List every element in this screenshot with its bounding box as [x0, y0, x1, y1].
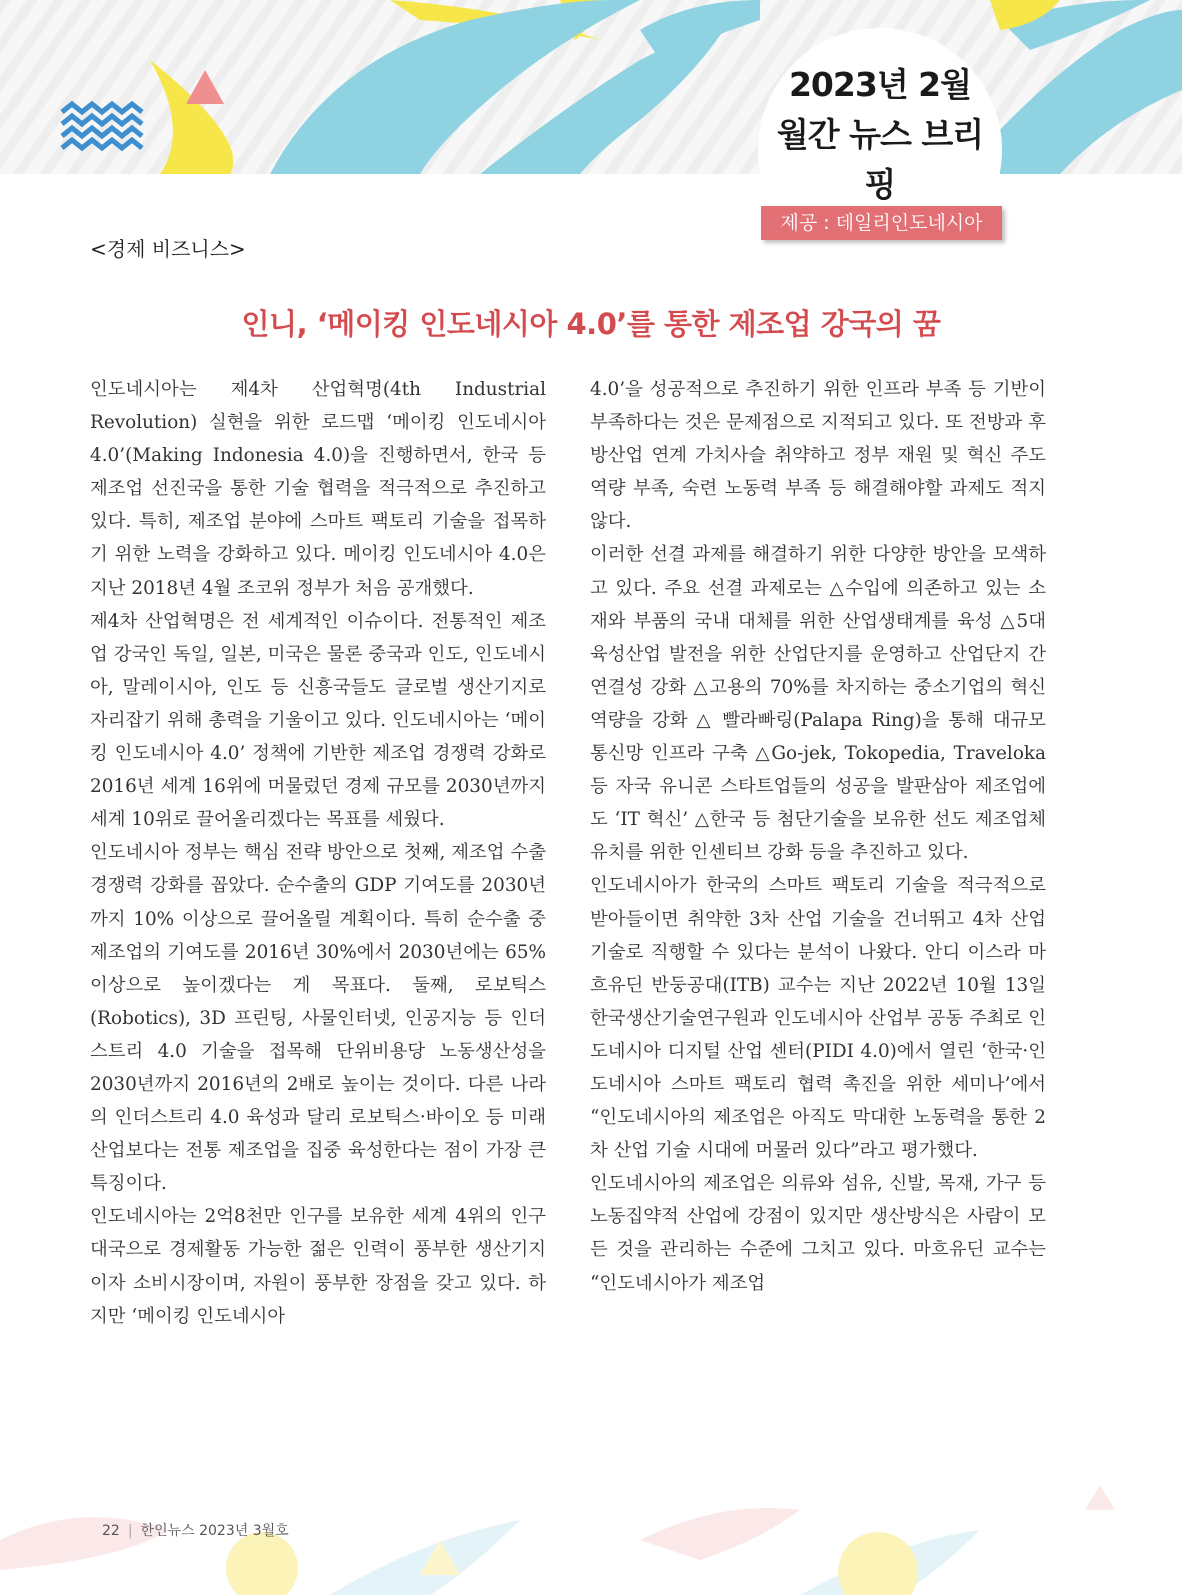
- right-column: [590, 373, 1046, 1300]
- header-decoration: [0, 0, 1182, 174]
- decorative-shapes: [0, 0, 1182, 174]
- footer-separator: |: [127, 1523, 133, 1539]
- publication-name: 한인뉴스 2023년 3월호: [140, 1523, 289, 1539]
- source-tag: 제공 : 데일리인도네시아: [761, 206, 1002, 240]
- paragraph: 4.0’을 성공적으로 추진하기 위한 인프라 부족 등 기반이 부족하다는 것은 문제점으로 지적되고 있다. 또 전방과 후방산업 연계 가치사슬 취약하고 정부 재원 및 혁신 주도 역량 부족, 숙련 노동력 부족 등 해결해야할 과제도 적지 않다.: [590, 379, 1046, 533]
- paragraph: 이러한 선결 과제를 해결하기 위한 다양한 방안을 모색하고 있다. 주요 선결 과제로는 △수입에 의존하고 있는 소재와 부품의 국내 대체를 위한 산업생태계를 육성 △5대 육성산업 발전을 위한 산업단지를 운영하고 산업단지 간 연결성 강화 △고용의 70%를 차지하는 중소기업의 혁신역량을 강화 △ 빨라빠링(Palapa Ring)을 통해 대규모 통신망 인프라 구축 △Go-jek, Tokopedia, Traveloka 등 자국 유니콘 스타트업들의 성공을 발판삼아 제조업에도 ‘IT 혁신’ △한국 등 첨단기술을 보유한 선도 제조업체 유치를 위한 인센티브 강화 등을 추진하고 있다.: [590, 544, 1046, 864]
- page-footer: [102, 1520, 289, 1540]
- article-title: 인니, ‘메이킹 인도네시아 4.0’를 통한 제조업 강국의 꿈: [241, 307, 941, 341]
- badge-subtitle: 월간 뉴스 브리핑: [776, 115, 984, 204]
- left-column: [90, 373, 546, 1333]
- paragraph: 제4차 산업혁명은 전 세계적인 이슈이다. 전통적인 제조업 강국인 독일, 일본, 미국은 물론 중국과 인도, 인도네시아, 말레이시아, 인도 등 신흥국들도 글로벌 생산기지로 자리잡기 위해 총력을 기울이고 있다. 인도네시아는 ‘메이킹 인도네시아 4.0’ 정책에 기반한 제조업 경쟁력 강화로 2016년 세계 16위에 머물렀던 경제 규모를 2030년까지 세계 10위로 끌어올리겠다는 목표를 세웠다.: [90, 610, 546, 831]
- badge-date: 2023년 2월: [788, 65, 972, 104]
- paragraph: 인도네시아 정부는 핵심 전략 방안으로 첫째, 제조업 수출 경쟁력 강화를 꼽았다. 순수출의 GDP 기여도를 2030년까지 10% 이상으로 끌어올릴 계획이다. 특히 순수출 중 제조업의 기여도를 2016년 30%에서 2030년에는 65% 이상으로 높이겠다는 게 목표다. 둘째, 로보틱스(Robotics), 3D 프린팅, 사물인터넷, 인공지능 등 인더스트리 4.0 기술을 접목해 단위비용당 노동생산성을 2030년까지 2016년의 2배로 높이는 것이다. 다른 나라의 인더스트리 4.0 육성과 달리 로보틱스·바이오 등 미래산업보다는 전통 제조업을 집중 육성한다는 점이 가장 큰 특징이다.: [90, 842, 546, 1195]
- section-label: <경제 비즈니스>: [90, 237, 246, 261]
- page-number: 22: [102, 1523, 120, 1539]
- paragraph: 인도네시아의 제조업은 의류와 섬유, 신발, 목재, 가구 등 노동집약적 산업에 강점이 있지만 생산방식은 사람이 모든 것을 관리하는 수준에 그치고 있다. 마흐유딘 교수는 “인도네시아가 제조업: [590, 1173, 1046, 1294]
- paragraph: 인도네시아가 한국의 스마트 팩토리 기술을 적극적으로 받아들이면 취약한 3차 산업 기술을 건너뛰고 4차 산업 기술로 직행할 수 있다는 분석이 나왔다. 안디 이스라 마흐유딘 반둥공대(ITB) 교수는 지난 2022년 10월 13일 한국생산기술연구원과 인도네시아 산업부 공동 주최로 인도네시아 디지털 산업 센터(PIDI 4.0)에서 열린 ‘한국·인도네시아 스마트 팩토리 협력 촉진을 위한 세미나’에서 “인도네시아의 제조업은 아직도 막대한 노동력을 통한 2차 산업 기술 시대에 머물러 있다”라고 평가했다.: [590, 875, 1046, 1162]
- paragraph: 인도네시아는 2억8천만 인구를 보유한 세계 4위의 인구대국으로 경제활동 가능한 젊은 인력이 풍부한 생산기지이자 소비시장이며, 자원이 풍부한 장점을 갖고 있다. 하지만 ‘메이킹 인도네시아: [90, 1206, 546, 1327]
- issue-badge: [762, 60, 998, 210]
- paragraph: 인도네시아는 제4차 산업혁명(4th Industrial Revolution) 실현을 위한 로드맵 ‘메이킹 인도네시아 4.0’(Making Indonesia 4.0)을 진행하면서, 한국 등 제조업 선진국을 통한 기술 협력을 적극적으로 추진하고 있다. 특히, 제조업 분야에 스마트 팩토리 기술을 접목하기 위한 노력을 강화하고 있다. 메이킹 인도네시아 4.0은 지난 2018년 4월 조코위 정부가 처음 공개했다.: [90, 379, 546, 599]
